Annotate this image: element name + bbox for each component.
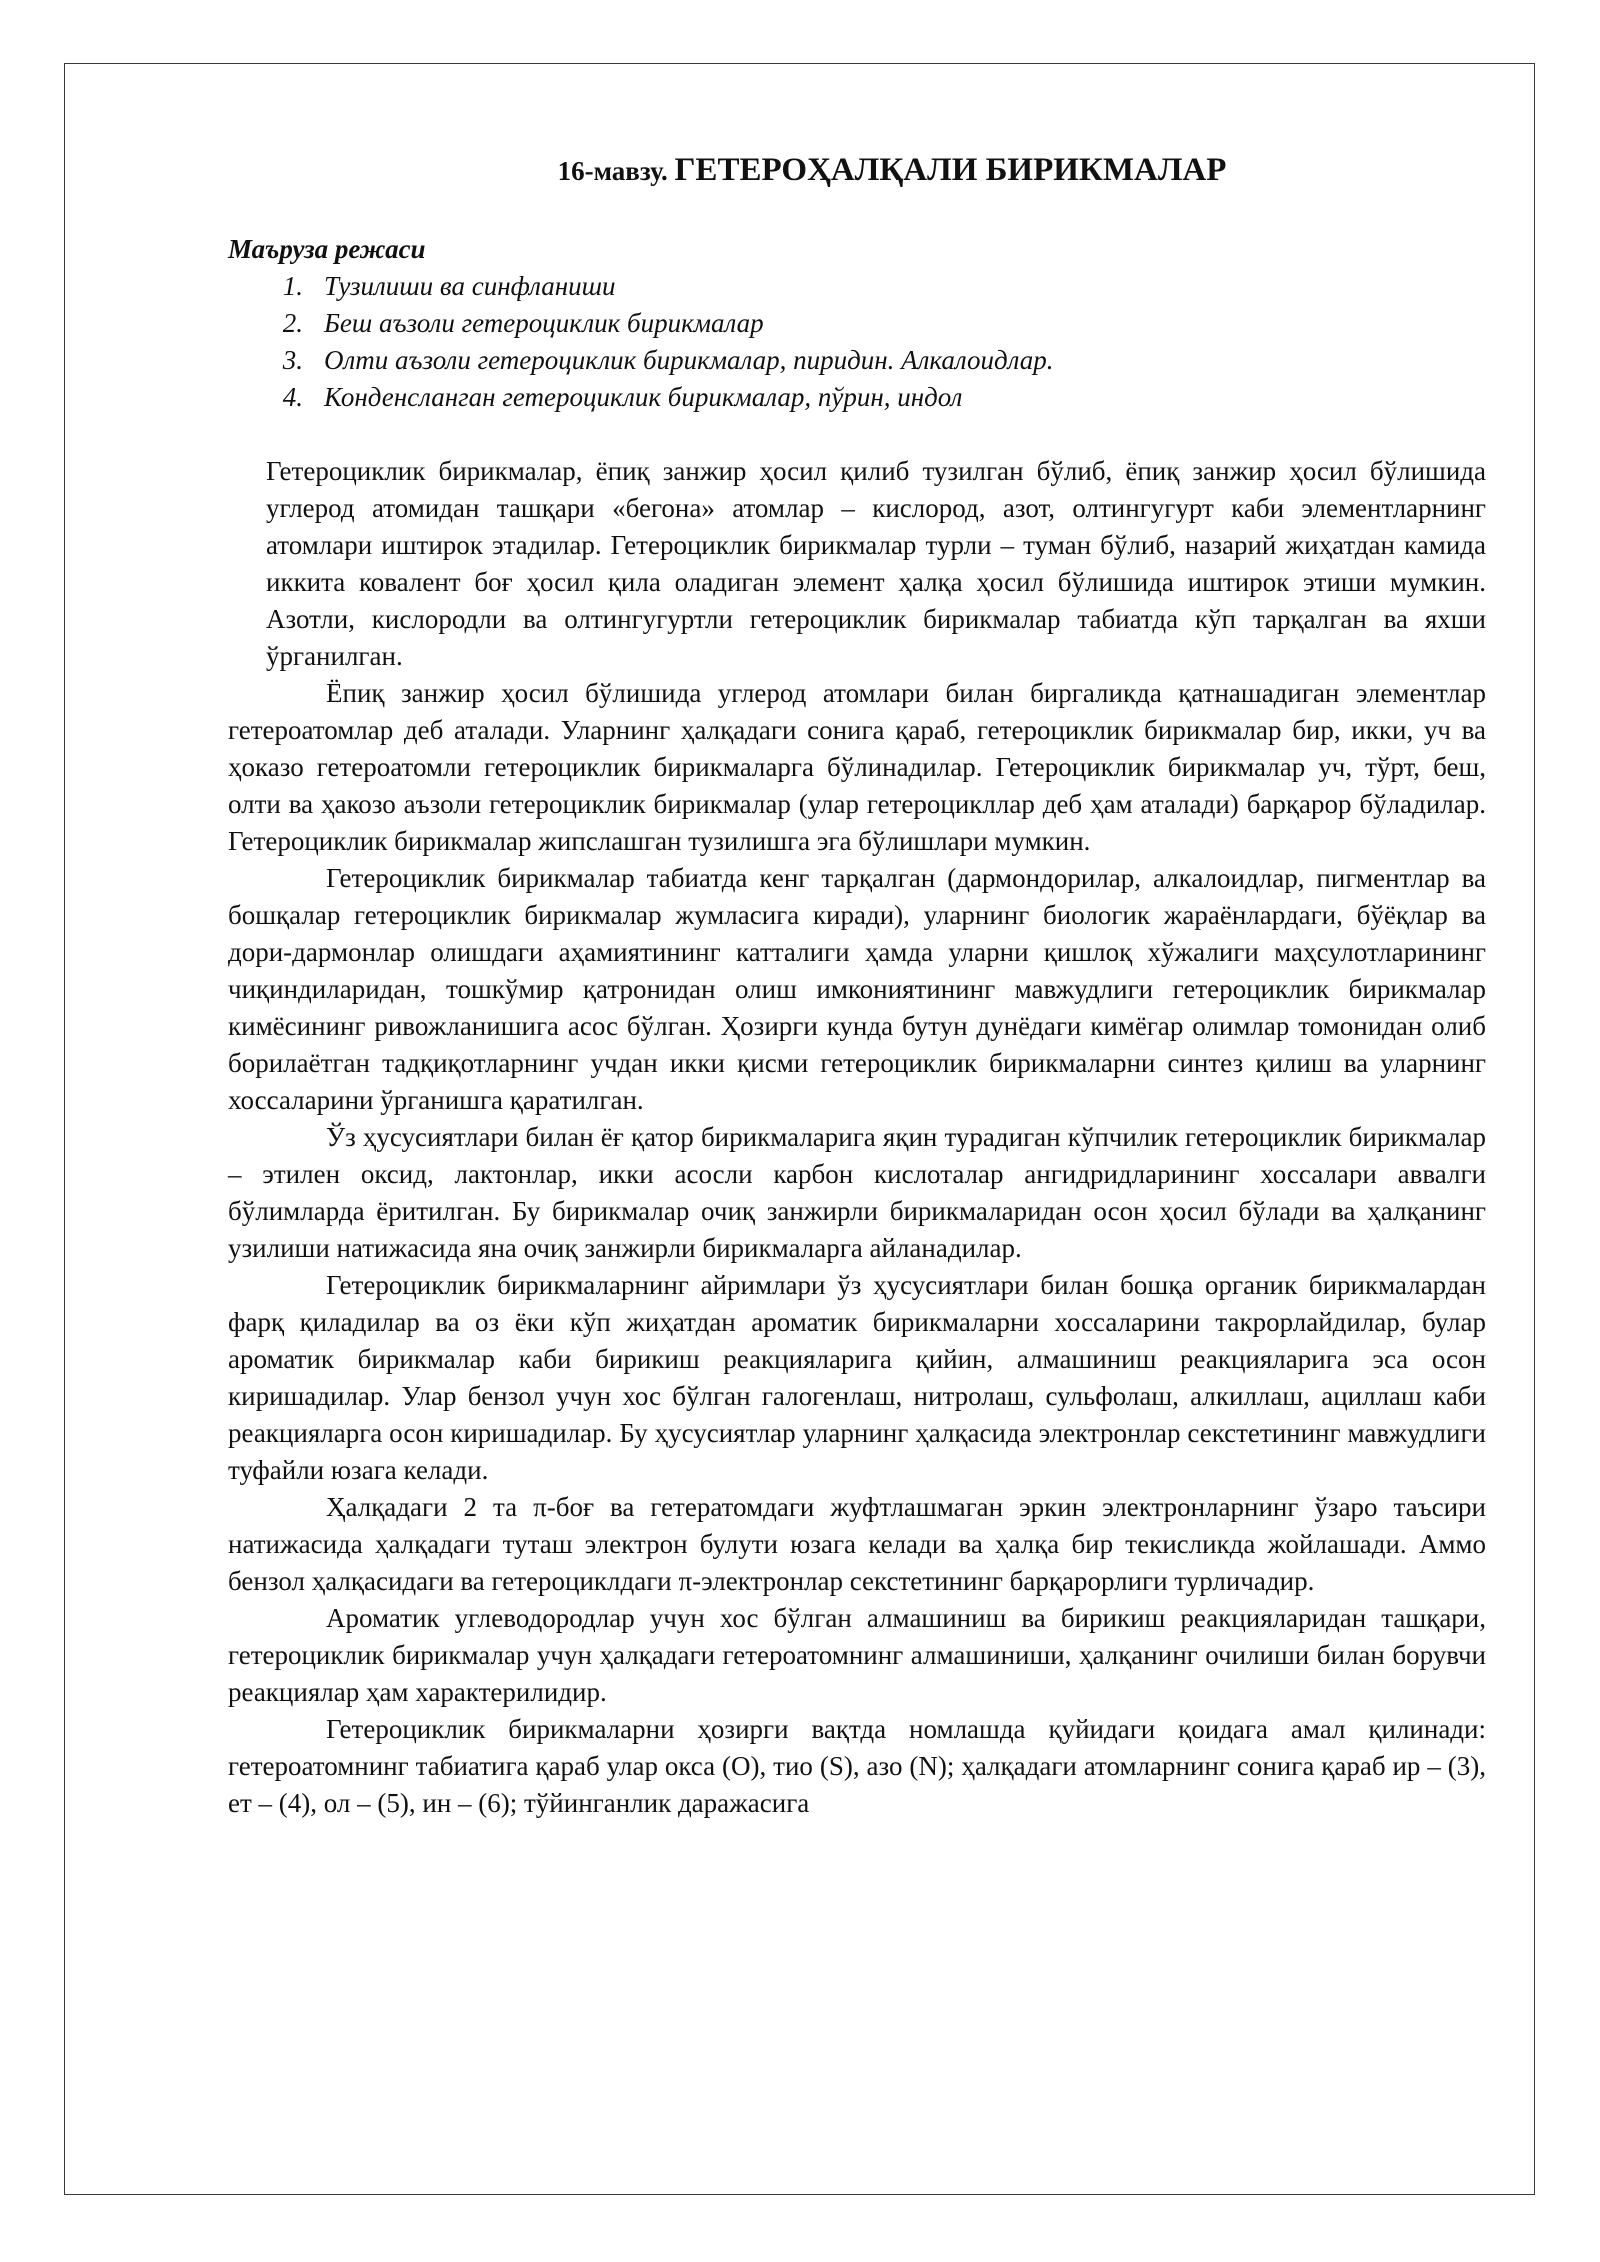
plan-item: 2. Беш аъзоли гетероциклик бирикмалар (282, 308, 764, 338)
paragraph: Гетероциклик бирикмалар, ёпиқ занжир ҳосил қилиб тузилган бўлиб, ёпиқ занжир ҳосил бўлишида углерод атомидан ташқари «бегона» атомлар – кислород, азот, олтингугурт каби элементларнинг атомлари иштирок этадилар. Гетероциклик бирикмалар турли – туман бўлиб, назарий жиҳатдан камида иккита ковалент боғ ҳосил қила оладиган элемент ҳалқа ҳосил бўлишида иштирок этиши мумкин. Азотли, кислородли ва олтингугуртли гетероциклик бирикмалар табиатда кўп тарқалган ва яхши ўрганилган. (266, 456, 1486, 671)
plan-item: 4. Конденсланган гетероциклик бирикмалар, пўрин, индол (282, 382, 963, 412)
title-text: ГЕТЕРОҲАЛҚАЛИ БИРИКМАЛАР (674, 152, 1227, 188)
document-body (228, 150, 1486, 1822)
title-prefix: 16-мавзу. (557, 156, 668, 186)
plan-item: 3. Олти аъзоли гетероциклик бирикмалар, пиридин. Алкалоидлар. (282, 345, 1054, 375)
paragraph: Гетероциклик бирикмаларни ҳозирги вақтда номлашда қуйидаги қоидага амал қилинади: гетероатомнинг табиатига қараб улар окса (О), тио (S), азо (N); ҳалқадаги атомларнинг сонига қараб ир – (3), ет – (4), ол – (5), ин – (6); тўйинганлик даражасига (228, 1714, 1486, 1818)
plan-list (228, 268, 1486, 416)
paragraph: Ўз ҳусусиятлари билан ёғ қатор бирикмаларига яқин турадиган кўпчилик гетероциклик бирикмалар – этилен оксид, лактонлар, икки асосли карбон кислоталар ангидридларининг хоссалари аввалги бўлимларда ёритилган. Бу бирикмалар очиқ занжирли бирикмаларидан осон ҳосил бўлади ва ҳалқанинг узилиши натижасида яна очиқ занжирли бирикмаларга айланадилар. (228, 1122, 1486, 1263)
paragraph: Ҳалқадаги 2 та π-боғ ва гетератомдаги жуфтлашмаган эркин электронларнинг ўзаро таъсири натижасида ҳалқадаги туташ электрон булути юзага келади ва ҳалқа бир текисликда жойлашади. Аммо бензол ҳалқасидаги ва гетероциклдаги π-электронлар секстетининг барқарорлиги турличадир. (228, 1492, 1486, 1596)
paragraph: Ароматик углеводородлар учун хос бўлган алмашиниш ва бирикиш реакцияларидан ташқари, гетероциклик бирикмалар учун ҳалқадаги гетероатомнинг алмашиниши, ҳалқанинг очилиши билан борувчи реакциялар ҳам характерилидир. (228, 1603, 1486, 1707)
document-title (228, 150, 1486, 191)
paragraph: Гетероциклик бирикмаларнинг айримлари ўз ҳусусиятлари билан бошқа органик бирикмалардан фарқ қиладилар ва оз ёки кўп жиҳатдан ароматик бирикмаларни хоссаларини такрорлайдилар, булар ароматик бирикмалар каби бирикиш реакцияларига қийин, алмашиниш реакцияларига эса осон киришадилар. Улар бензол учун хос бўлган галогенлаш, нитролаш, сульфолаш, алкиллаш, ациллаш каби реакцияларга осон киришадилар. Бу ҳусусиятлар уларнинг ҳалқасида электронлар секстетининг мавжудлиги туфайли юзага келади. (228, 1270, 1486, 1485)
plan-item: 1. Тузилиши ва синфланиши (282, 271, 616, 301)
paragraph: Ёпиқ занжир ҳосил бўлишида углерод атомлари билан биргаликда қатнашадиган элементлар гетероатомлар деб аталади. Уларнинг ҳалқадаги сонига қараб, гетероциклик бирикмалар бир, икки, уч ва ҳоказо гетероатомли гетероциклик бирикмаларга бўлинадилар. Гетероциклик бирикмалар уч, тўрт, беш, олти ва ҳакозо аъзоли гетероциклик бирикмалар (улар гетероцикллар деб ҳам аталади) барқарор бўладилар. Гетероциклик бирикмалар жипслашган тузилишга эга бўлишлари мумкин. (228, 678, 1486, 856)
paragraph: Гетероциклик бирикмалар табиатда кенг тарқалган (дармондорилар, алкалоидлар, пигментлар ва бошқалар гетероциклик бирикмалар жумласига киради), уларнинг биологик жараёнлардаги, бўёқлар ва дори-дармонлар олишдаги аҳамиятининг катталиги ҳамда уларни қишлоқ хўжалиги маҳсулотларининг чиқиндиларидан, тошкўмир қатронидан олиш имкониятининг мавжудлиги гетероциклик бирикмалар кимёсининг ривожланишига асос бўлган. Ҳозирги кунда бутун дунёдаги кимёгар олимлар томонидан олиб борилаётган тадқиқотларнинг учдан икки қисми гетероциклик бирикмаларни синтез қилиш ва уларнинг хоссаларини ўрганишга қаратилган. (228, 863, 1486, 1115)
plan-heading: Маъруза режаси (228, 234, 426, 264)
